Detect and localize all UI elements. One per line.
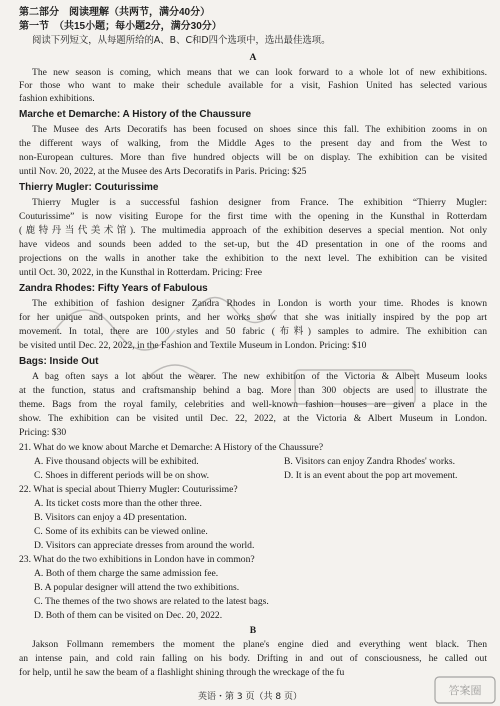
paragraph-line: for help, until he saw the beam of a flashlight shining through the wreckage of the fu	[19, 667, 345, 678]
paragraph-line: be visited until Dec. 22, 2022, in the Fashion and Textile Museum in London. Pricing: $10	[19, 340, 367, 351]
paragraph-line: Pricing: $30	[19, 427, 67, 438]
question-21-options-row-1	[34, 455, 487, 468]
paragraph-line: non-European cultures. More than five hundred objects will be on display. The exhibition can be visited	[19, 152, 487, 163]
badge-text: 答案圈	[448, 684, 482, 697]
section-title: 第一节 （共15小题；每小题2分，满分30分）	[19, 21, 222, 32]
paragraph-line: at the function, status and craftsmanship behind a bag. More than 300 objects are used to illustrate the	[19, 385, 487, 396]
question-22-stem: 22. What is special about Thierry Mugler: Couturissime?	[19, 484, 238, 495]
paragraph-line: Couturissime” is now visiting Europe for the first time with the opening in the Kunsthal in Rotterdam	[19, 211, 487, 222]
option-b[interactable]: B. Visitors can enjoy a 4D presentation.	[34, 512, 187, 523]
paragraph-line: Jakson Follmann remembers the moment the plane's engine died and everything went black. Then	[32, 639, 487, 650]
intro-line-3: fashion exhibitions.	[19, 93, 95, 104]
paragraph-line: Thierry Mugler is a successful fashion designer from France. The exhibition “Thierry Mugler:	[32, 197, 487, 208]
option-c[interactable]: C. Shoes in different periods will be on show.	[34, 470, 210, 481]
paragraph-line: theme. Bags from the royal family, celebrities and well-known fashion houses are given a place in the	[19, 399, 487, 410]
paragraph-line: an intense pain, and cold rain falling on his body. Drifting in and out of consciousness, he called out	[19, 653, 487, 664]
option-a[interactable]: A. Five thousand objects will be exhibited.	[34, 456, 199, 467]
paragraph-line: the different ways of walking, from the Middle Ages to the present day and from the West to	[19, 138, 487, 149]
paragraph-line: projections on the walls in another take the exhibition to the next level. The exhibition can be visited	[19, 253, 487, 264]
option-b[interactable]: B. Visitors can enjoy Zandra Rhodes' works.	[284, 456, 455, 467]
paragraph-line: for her unique and outspoken prints, and her works show that she was initially inspired by the pop art	[19, 312, 487, 323]
option-a[interactable]: A. Both of them charge the same admission fee.	[34, 568, 219, 579]
option-d[interactable]: D. Visitors can appreciate dresses from around the world.	[34, 540, 255, 551]
option-c[interactable]: C. The themes of the two shows are related to the latest bags.	[34, 596, 269, 607]
section-heading-mugler: Thierry Mugler: Couturissime	[19, 182, 159, 193]
section-heading-chaussure: Marche et Demarche: A History of the Chaussure	[19, 109, 252, 120]
paragraph-line: The exhibition of fashion designer Zandra Rhodes in London is worth your time. Rhodes is known	[32, 298, 487, 309]
section-heading-rhodes: Zandra Rhodes: Fifty Years of Fabulous	[19, 283, 208, 294]
intro-line-2: For those who want to make their schedule available for a visit, Fashion United has selected various	[19, 80, 487, 91]
question-21-stem: 21. What do we know about Marche et Demarche: A History of the Chaussure?	[19, 442, 324, 453]
option-d[interactable]: D. Both of them can be visited on Dec. 20, 2022.	[34, 610, 223, 621]
option-c[interactable]: C. Some of its exhibits can be viewed online.	[34, 526, 208, 537]
page-footer: 英语・第 3 页（共 8 页）	[198, 692, 302, 702]
part-title: 第二部分 阅读理解（共两节，满分40分）	[19, 7, 211, 18]
option-b[interactable]: B. A popular designer will attend the two exhibitions.	[34, 582, 240, 593]
question-21-options-row-2	[34, 469, 487, 482]
option-d[interactable]: D. It is an event about the pop art movement.	[284, 470, 458, 481]
paragraph-line: movement. In total, there are 100 styles and 50 fabric (布料) samples to admire. The exhibition can	[19, 326, 487, 337]
paragraph-line: A bag often says a lot about the wearer. The new exhibition of the Victoria & Albert Museum looks	[32, 371, 487, 382]
intro-line-1: The new season is coming, which means that we can look forward to a whole lot of new exhibitions.	[32, 67, 487, 78]
paragraph-line: (鹿特丹当代美术馆). The multimedia approach of the exhibition deserves a special mention. Not only	[19, 225, 487, 236]
paragraph-line: until Nov. 20, 2022, at the Musee des Arts Decoratifs in Paris. Pricing: $25	[19, 166, 307, 177]
passage-b-letter: B	[249, 625, 257, 636]
option-a[interactable]: A. Its ticket costs more than the other three.	[34, 498, 202, 509]
paragraph-line: show. The exhibition can be visited until Dec. 22, 2022, at the Victoria & Albert Museum in London.	[19, 413, 487, 424]
instructions: 阅读下列短文，从每题所给的A、B、C和D四个选项中，选出最佳选项。	[32, 35, 331, 46]
paragraph-line: The Musee des Arts Decoratifs has been focused on shoes since this fall. The exhibition zooms in on	[32, 124, 487, 135]
section-heading-bags: Bags: Inside Out	[19, 356, 99, 367]
paragraph-line: have videos and sounds been added to the set-up, but the 4D presentation in one of the rooms and	[19, 239, 487, 250]
passage-a-letter: A	[249, 52, 257, 63]
paragraph-line: until Oct. 30, 2022, in the Kunsthal in Rotterdam. Pricing: Free	[19, 267, 263, 278]
question-23-stem: 23. What do the two exhibitions in London have in common?	[19, 554, 255, 565]
watermark-badge	[434, 676, 496, 704]
